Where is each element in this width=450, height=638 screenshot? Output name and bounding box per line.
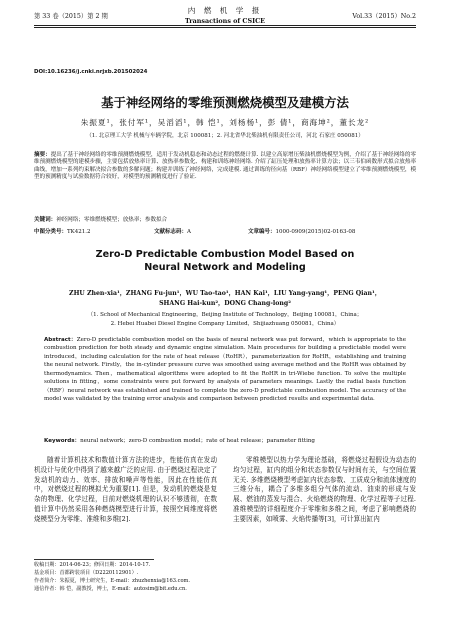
keywords-text-en: neural network；zero-D combustion model；rate of heat release；parameter fitting (80, 438, 315, 444)
keywords-label-cn: 关键词： (34, 217, 57, 223)
footnote-received: 收稿日期：2014-06-23；修回日期：2014-10-17. (34, 562, 151, 568)
affil-line-2: 2. Hebei Huabei Diesel Engine Company Limited，Shijiazhuang 050081，China） (110, 320, 340, 327)
affiliation-cn: （1. 北京理工大学 机械与车辆学院，北京 100081；2. 河北省华北柴油机有限责任公司，河北 石家庄 050081） (86, 133, 364, 139)
body-column-left: 随着计算机技术和数值计算方法的进步，性能仿真在发动机设计与优化中得到了越来越广泛的应用. 由于燃烧过程决定了发动机的动力、效率、排放和噪声等性能，因此在性能仿真中，对燃烧过程的模拟尤为重要[1]. 但是，发动机的燃烧是复杂的物理、化学过程，目前对燃烧机理的认识不够透彻，在数值计算中仍然采用各种燃烧模型进行计算，按照空间维度将燃烧模型分为零维、准维和多维[2]. (34, 456, 217, 523)
abstract-text-en: Zero-D predictable combustion model on the basis of neural network was put forward，which is appropriate to the combustion prediction for both steady and dynamic engine simulation. Main procedures for building a predictable model were introduced，including calculation for the rate of heat release（RoHR），parameterization for RoHR，establishing and training the neural network. Firstly，the in-cylinder pressure curve was smoothed using average method and the RoHR was obtained by thermodynamics. Then，mathematical algorithms were adopted to fit the RoHR in tri-Wiebe function. To solve the multiple solutions in fitting，some constraints were put forward by analysis of parameters meanings. Lastly the radial basis function（RBF）neural network was established and trained to complete the zero-D predictable combustion model. The accuracy of the model was validated by the training error analysis and comparison between predicted results and experimental data. (44, 337, 407, 402)
header-rule-top (34, 25, 416, 26)
abstract-label-en: Abstract： (44, 337, 77, 343)
keywords-label-en: Keywords： (44, 438, 81, 444)
title-line-2: Neural Network and Modeling (144, 261, 306, 273)
document-code: 文献标志码：A (154, 229, 191, 235)
abstract-label-cn: 摘要： (34, 152, 51, 158)
running-header-volume: 第 33 卷（2015）第 2 期 (34, 13, 108, 20)
body-column-right: 零维模型以热力学为理论基础，将燃烧过程假设为动态的均匀过程，缸内的组分和状态参数仅与时间有关，与空间位置无关. 多维燃烧模型考虑缸内状态参数、工质成分和流体速度的三维分布，耦合了多维多组分气体的流动、油束的形成与发展、燃油的蒸发与混合、火焰燃烧的物理、化学过程等子过程. 准维模型的详细程度介于零维和多维之间，考虑了影响燃烧的主要因素，如喷雾、火焰传播等[3]，可计算出缸内 (233, 456, 416, 523)
keywords-text-cn: 神经网络；零维燃烧模型；放热率；参数拟合 (56, 217, 168, 223)
running-header-volume-en: Vol.33（2015）No.2 (352, 13, 416, 20)
footnotes (34, 562, 224, 594)
clc-number: 中图分类号：TK421.2 (34, 229, 91, 235)
abstract-text-cn: 提出了基于神经网络的零维预测燃烧模型，适用于发动机稳态和动态过程的燃烧计算. 以建立高原增压柴油机燃烧模型为例，介绍了基于神经网络的零维预测燃烧模型的建模步骤，主要包括放热率计算、放热率参数化、构建和训练神经网络. 介绍了缸压处理和放热率计算方法；以三韦伯函数形式拟合放热率曲线，增加一系列约束解决拟合参数的多解问题；构建并训练了神经网络，完成建模. 通过训练的径向基（RBF）神经网络模型建立了零维预测燃烧模型，模型的预测精度与试验数据符合较好，对模型的预测精度进行了验证. (34, 152, 416, 180)
affiliation-en (0, 311, 450, 329)
keywords-cn (34, 217, 416, 224)
authors-line-1: ZHU Zhen-xia¹，ZHANG Fu-jun¹，WU Tao-tao¹，HAN Kai¹，LIU Yang-yang¹，PENG Qian¹， (69, 290, 381, 297)
authors-line-2: SHANG Hai-kun²，DONG Chang-long² (159, 299, 291, 307)
article-title-cn: 基于神经网络的零维预测燃烧模型及建模方法 (101, 95, 349, 110)
author-list-cn: 朱振夏¹，张付军¹，吴滔滔¹，韩 恺¹，刘杨杨¹，彭 倩¹，商海坤²，董长龙² (80, 118, 370, 127)
article-title-en (0, 249, 450, 275)
doi: DOI:10.16236/j.cnki.nrjxb.201502024 (34, 69, 148, 75)
journal-name-cn: 内 燃 机 学 报 (187, 6, 263, 15)
footnote-rule (34, 559, 154, 560)
header-rule-bottom (34, 27, 416, 28)
abstract-en (44, 336, 406, 403)
footnote-author: 作者简介：朱振夏，博士研究生，E-mail：zhuzhenxia@163.com. (34, 577, 191, 584)
journal-name-en: Transactions of CSICE (184, 17, 266, 25)
affil-line-1: （1. School of Mechanical Engineering，Beijing Institute of Technology，Beijing 100081，China； (87, 312, 363, 318)
footnote-fund: 基金项目：首都跨装项目（D2220112901）. (34, 569, 139, 576)
abstract-cn (34, 152, 416, 181)
footnote-contact: 通信作者：韩 恺，副教授，博士，E-mail：autosim@bit.edu.cn. (34, 585, 187, 592)
author-list-en (0, 289, 450, 308)
keywords-en (44, 436, 406, 444)
article-number: 文章编号：1000-0909(2015)02-0163-08 (248, 229, 356, 235)
title-line-1: Zero-D Predictable Combustion Model Based on (95, 249, 355, 260)
